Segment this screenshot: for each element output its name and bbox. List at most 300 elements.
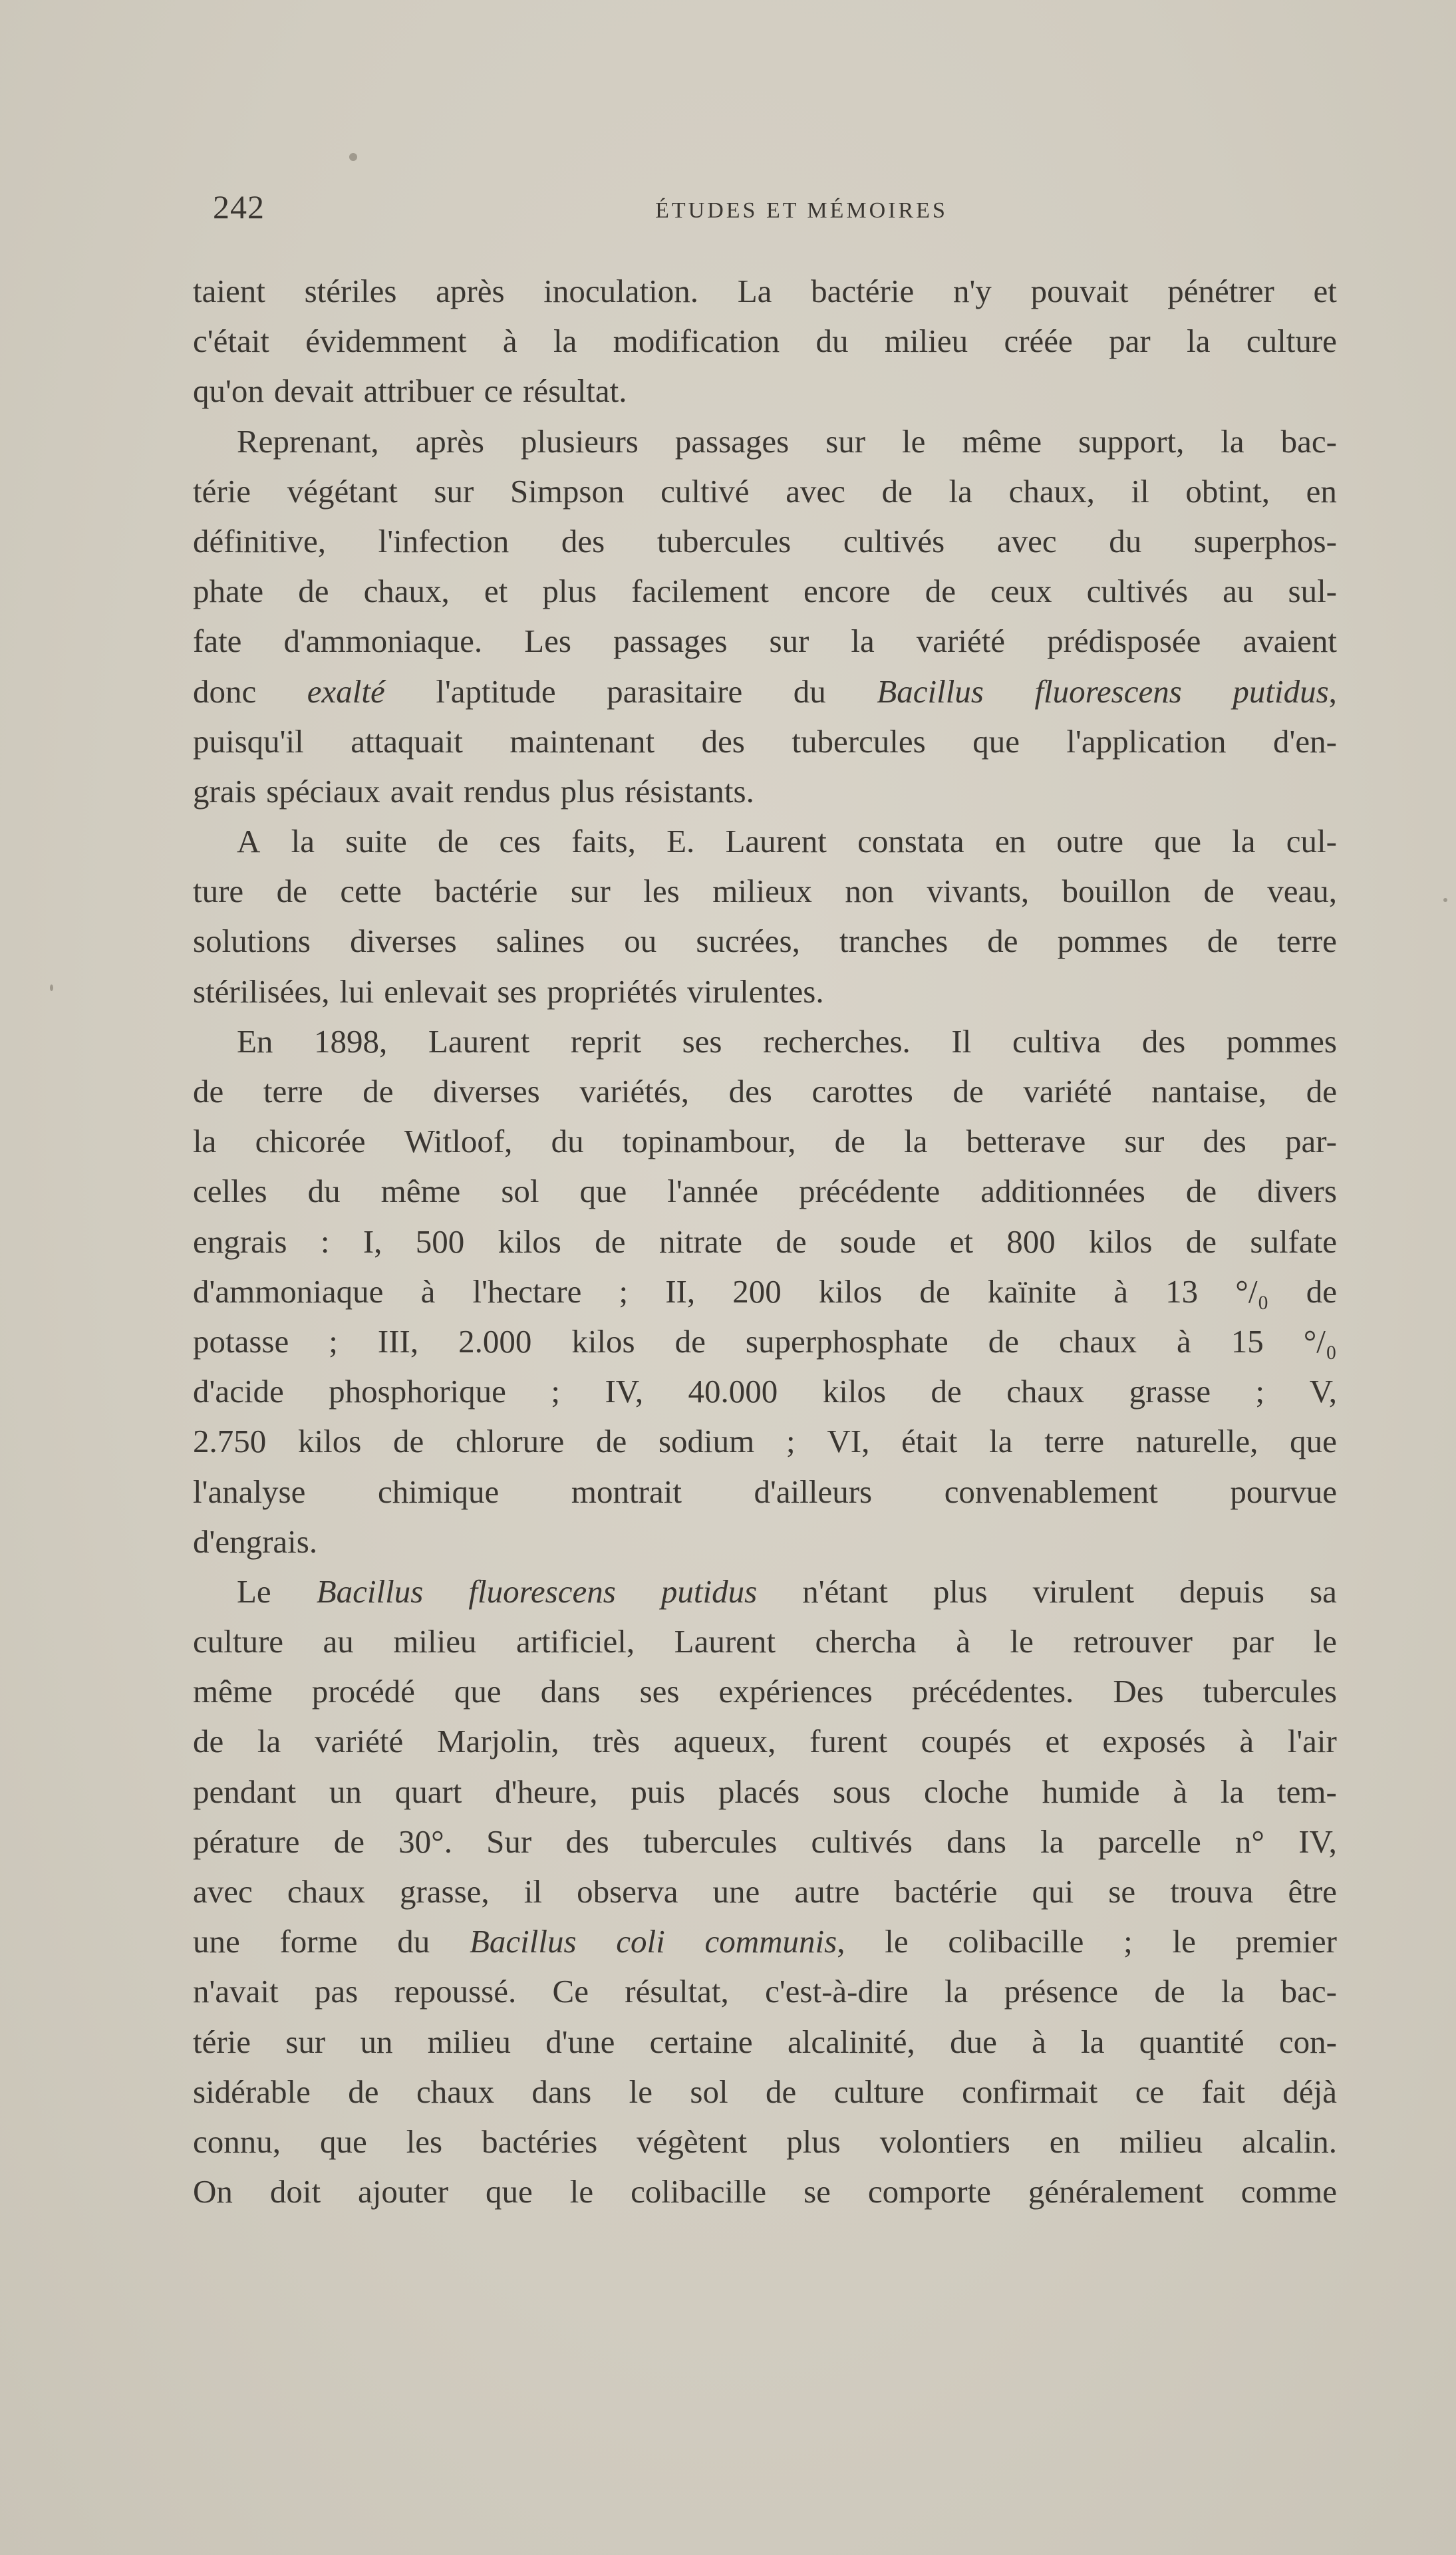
- word: de: [393, 1423, 424, 1460]
- word: suite: [345, 823, 407, 860]
- word: en: [1306, 472, 1337, 510]
- word: précédente: [799, 1173, 941, 1210]
- word: de: [193, 1073, 224, 1110]
- word: d'heure,: [495, 1773, 598, 1810]
- word: repoussé.: [394, 1973, 517, 2010]
- word: à: [502, 323, 517, 360]
- word: virulentes.: [687, 973, 824, 1010]
- paper-speck: [1443, 898, 1447, 902]
- word: plus: [542, 573, 597, 610]
- word: vivants,: [927, 873, 1030, 910]
- text-line: [193, 416, 1337, 466]
- word: inoculation.: [543, 273, 698, 309]
- word: terre: [1044, 1423, 1104, 1460]
- word: au: [323, 1623, 354, 1660]
- word: exalté: [307, 673, 385, 710]
- word: confirmait: [962, 2073, 1098, 2110]
- word: d'ammoniaque: [193, 1273, 384, 1310]
- word: déjà: [1282, 2073, 1337, 2110]
- word: constata: [857, 823, 964, 860]
- text-line: [193, 866, 1337, 916]
- word: l'aptitude: [436, 673, 556, 710]
- word: qu'on: [193, 373, 264, 410]
- word: expériences: [718, 1673, 873, 1710]
- word: grais: [193, 772, 257, 810]
- word: fluorescens: [1034, 673, 1182, 710]
- word: prédisposée: [1047, 623, 1201, 660]
- word: sur: [769, 623, 809, 660]
- word: obtint,: [1185, 472, 1270, 510]
- word: 2.750: [193, 1423, 267, 1460]
- word: bac-: [1280, 422, 1337, 460]
- word: betterave: [966, 1123, 1086, 1160]
- text-line: [193, 1467, 1337, 1517]
- word: au: [1223, 573, 1254, 610]
- paper-speck: [349, 153, 357, 161]
- word: de: [925, 573, 956, 610]
- text-line: [193, 1867, 1337, 1916]
- word: chlorure: [456, 1423, 565, 1460]
- word: carottes: [811, 1073, 913, 1110]
- word: cultivé: [660, 472, 750, 510]
- word: ;: [786, 1423, 796, 1460]
- word: se: [803, 2173, 831, 2210]
- word: en: [1049, 2123, 1080, 2160]
- word: passages: [613, 623, 728, 660]
- word: de: [776, 1223, 807, 1260]
- word: communis,: [704, 1923, 845, 1960]
- text-line: [193, 1217, 1337, 1267]
- word: cul-: [1286, 823, 1337, 860]
- word: chaux: [1006, 1373, 1085, 1410]
- word: alcalin.: [1242, 2123, 1337, 2160]
- word: en: [994, 823, 1026, 860]
- word: superphosphate: [745, 1322, 948, 1360]
- word: le: [629, 2073, 653, 2110]
- word: IV,: [1298, 1823, 1337, 1860]
- word: phate: [193, 573, 264, 610]
- word: des: [565, 1823, 609, 1860]
- word: que: [454, 1673, 502, 1710]
- word: bouillon: [1062, 873, 1171, 910]
- word: non: [845, 873, 894, 910]
- word: qui: [1032, 1873, 1074, 1910]
- word: Le: [237, 1573, 271, 1610]
- word: additionnées: [980, 1173, 1145, 1210]
- text-line: [193, 1517, 1337, 1567]
- word: milieu: [884, 323, 968, 360]
- word: 15: [1231, 1322, 1264, 1360]
- word: procédé: [311, 1673, 415, 1710]
- word: cultiva: [1012, 1022, 1101, 1060]
- word: du: [397, 1923, 430, 1960]
- word: dans: [946, 1823, 1006, 1860]
- word: ou: [624, 923, 657, 960]
- word: chaux,: [363, 573, 450, 610]
- word: encore: [803, 573, 891, 610]
- word: ;: [619, 1273, 629, 1310]
- word: de: [1185, 1223, 1217, 1260]
- word: du: [1109, 522, 1142, 559]
- word: veau,: [1267, 873, 1337, 910]
- word: généralement: [1028, 2173, 1204, 2210]
- word: colibacille: [631, 2173, 767, 2210]
- word: du: [307, 1173, 341, 1210]
- word: modification: [613, 323, 780, 360]
- word: plusieurs: [520, 422, 639, 460]
- word: milieu: [393, 1623, 477, 1660]
- word: kilos: [822, 1373, 887, 1410]
- word: sa: [1310, 1573, 1337, 1610]
- word: c'était: [193, 323, 269, 360]
- word: résultat.: [523, 373, 627, 410]
- word: c'est-à-dire: [765, 1973, 909, 2010]
- word: solutions: [193, 923, 311, 960]
- word: ce: [484, 373, 513, 410]
- word: convenablement: [944, 1473, 1158, 1510]
- text-line: [193, 1666, 1337, 1716]
- word: virulent: [1032, 1573, 1134, 1610]
- word: stérilisées,: [193, 973, 330, 1010]
- word: Ce: [552, 1973, 589, 2010]
- word: le: [902, 422, 926, 460]
- text-line: [193, 1966, 1337, 2016]
- word: par-: [1284, 1123, 1337, 1160]
- word: 13: [1165, 1273, 1199, 1310]
- word: sol: [690, 2073, 728, 2110]
- text-line: [193, 667, 1337, 716]
- word: du: [815, 323, 849, 360]
- word: à: [1239, 1723, 1254, 1760]
- word: très: [593, 1723, 641, 1760]
- text-line: [193, 466, 1337, 516]
- word: térie: [193, 2023, 251, 2060]
- word: depuis: [1179, 1573, 1264, 1610]
- word: dans: [540, 1673, 601, 1710]
- word: ceux: [990, 573, 1052, 610]
- word: et: [949, 1223, 973, 1260]
- word: la: [1187, 323, 1211, 360]
- word: forme: [279, 1923, 358, 1960]
- word: ;: [329, 1322, 338, 1360]
- word: Des: [1113, 1673, 1164, 1710]
- word: soude: [839, 1223, 917, 1260]
- word: support,: [1078, 422, 1185, 460]
- word: Witloof,: [404, 1123, 513, 1160]
- text-line: [193, 266, 1337, 316]
- word: bactérie: [434, 873, 538, 910]
- word: plus: [560, 772, 615, 810]
- word: n'avait: [193, 1973, 279, 2010]
- word: la: [904, 1123, 928, 1160]
- word: de: [348, 2073, 379, 2110]
- text-line: [193, 2017, 1337, 2067]
- word: °/₀: [1303, 1322, 1337, 1360]
- word: putidus: [660, 1573, 758, 1610]
- word: diverses: [433, 1073, 540, 1110]
- text-line: [193, 1767, 1337, 1817]
- text-line: [193, 1166, 1337, 1216]
- word: de: [193, 1723, 224, 1760]
- word: ture: [193, 873, 244, 910]
- word: attribuer: [363, 373, 474, 410]
- word: il: [523, 1873, 542, 1910]
- word: chaux: [1058, 1322, 1137, 1360]
- word: n'étant: [802, 1573, 888, 1610]
- word: avait: [390, 772, 454, 810]
- word: l'année: [667, 1173, 758, 1210]
- word: le: [1313, 1623, 1337, 1660]
- word: La: [737, 273, 772, 309]
- word: ses: [497, 973, 537, 1010]
- word: des: [1203, 1123, 1246, 1160]
- word: premier: [1235, 1923, 1337, 1960]
- word: variété: [1023, 1073, 1112, 1110]
- word: enlevait: [384, 973, 488, 1010]
- text-line: [193, 1316, 1337, 1366]
- word: végètent: [637, 2123, 748, 2160]
- word: la: [193, 1123, 217, 1160]
- text-line: [193, 1116, 1337, 1166]
- word: cultivés: [843, 522, 945, 559]
- word: due: [950, 2023, 997, 2060]
- word: kilos: [498, 1223, 561, 1260]
- word: une: [712, 1873, 760, 1910]
- word: ;: [551, 1373, 560, 1410]
- text-line: [193, 616, 1337, 666]
- word: de: [1207, 923, 1238, 960]
- word: à: [1032, 2023, 1046, 2060]
- word: variété: [314, 1723, 404, 1760]
- word: précédentes.: [911, 1673, 1074, 1710]
- word: parcelle: [1097, 1823, 1201, 1860]
- word: par: [1232, 1623, 1274, 1660]
- word: 800: [1006, 1223, 1056, 1260]
- word: de: [834, 1123, 865, 1160]
- word: spéciaux: [266, 772, 380, 810]
- word: Bacillus: [877, 673, 984, 710]
- word: du: [551, 1123, 584, 1160]
- word: 1898,: [314, 1022, 388, 1060]
- word: Simpson: [510, 472, 625, 510]
- word: avec: [786, 472, 845, 510]
- word: coupés: [921, 1723, 1012, 1760]
- word: autre: [794, 1873, 860, 1910]
- word: et: [484, 573, 508, 610]
- word: placés: [718, 1773, 800, 1810]
- word: à: [1176, 1322, 1191, 1360]
- word: divers: [1257, 1173, 1337, 1210]
- word: chercha: [815, 1623, 917, 1660]
- word: V,: [1309, 1373, 1337, 1410]
- word: volontiers: [879, 2123, 1010, 2160]
- word: de: [595, 1423, 627, 1460]
- text-line: [193, 366, 1337, 416]
- word: chicorée: [255, 1123, 366, 1160]
- word: la: [1221, 422, 1244, 460]
- word: fait: [1201, 2073, 1245, 2110]
- word: sul-: [1288, 573, 1337, 610]
- word: attaquait: [351, 722, 463, 760]
- text-line: [193, 566, 1337, 616]
- word: °/₀: [1235, 1273, 1269, 1310]
- word: de: [952, 1073, 984, 1110]
- word: résistants.: [625, 772, 754, 810]
- text-line: [193, 1016, 1337, 1066]
- word: recherches.: [763, 1022, 911, 1060]
- word: I,: [363, 1223, 382, 1260]
- word: bactéries: [482, 2123, 598, 2160]
- word: tubercules: [656, 522, 792, 559]
- word: de: [437, 823, 469, 860]
- word: doit: [269, 2173, 321, 2210]
- word: l'infection: [378, 522, 510, 559]
- word: l'air: [1287, 1723, 1337, 1760]
- text-line: [193, 1716, 1337, 1766]
- word: la: [1221, 1973, 1245, 2010]
- word: quantité: [1139, 2023, 1244, 2060]
- word: tubercules: [643, 1823, 778, 1860]
- word: E.: [666, 823, 695, 860]
- word: III,: [377, 1322, 419, 1360]
- word: la: [553, 323, 577, 360]
- word: certaine: [649, 2023, 753, 2060]
- word: 2.000: [458, 1322, 532, 1360]
- word: des: [701, 722, 745, 760]
- word: Bacillus: [316, 1573, 424, 1610]
- word: milieu: [427, 2023, 511, 2060]
- word: l'analyse: [193, 1473, 306, 1510]
- word: même: [193, 1673, 273, 1710]
- word: n'y: [952, 273, 992, 309]
- word: sous: [833, 1773, 891, 1810]
- paper-speck: [50, 984, 53, 991]
- word: la: [1081, 2023, 1105, 2060]
- word: les: [406, 2123, 443, 2160]
- word: aqueux,: [673, 1723, 776, 1760]
- text-line: [193, 1817, 1337, 1867]
- word: tem-: [1277, 1773, 1337, 1810]
- word: des: [728, 1073, 772, 1110]
- word: dans: [531, 2073, 592, 2110]
- word: lui: [339, 973, 374, 1010]
- word: culture: [193, 1623, 284, 1660]
- text-line: [193, 1416, 1337, 1466]
- page-header: [213, 188, 1337, 241]
- word: sucrées,: [696, 923, 800, 960]
- word: reprit: [570, 1022, 641, 1060]
- word: :: [320, 1223, 330, 1260]
- text-line: [193, 2117, 1337, 2167]
- word: milieux: [712, 873, 812, 910]
- word: était: [901, 1423, 958, 1460]
- word: furent: [809, 1723, 888, 1760]
- word: comme: [1240, 2173, 1337, 2210]
- word: de: [1306, 1073, 1337, 1110]
- word: puis: [631, 1773, 686, 1810]
- word: Reprenant,: [237, 422, 379, 460]
- word: grasse: [1129, 1373, 1211, 1410]
- word: engrais: [193, 1223, 287, 1260]
- word: comporte: [867, 2173, 991, 2210]
- word: à: [1173, 1773, 1188, 1810]
- word: ajouter: [358, 2173, 449, 2210]
- word: la: [1040, 1823, 1064, 1860]
- word: propriétés: [547, 973, 678, 1010]
- word: facilement: [631, 573, 769, 610]
- word: Les: [524, 623, 571, 660]
- word: pourvue: [1230, 1473, 1337, 1510]
- word: l'hectare: [472, 1273, 582, 1310]
- word: tubercules: [792, 722, 926, 760]
- text-line: [193, 967, 1337, 1016]
- word: con-: [1278, 2023, 1337, 2060]
- word: de: [298, 573, 329, 610]
- word: à: [1113, 1273, 1128, 1310]
- word: végétant: [287, 472, 398, 510]
- word: terre: [1277, 923, 1337, 960]
- word: de: [931, 1373, 962, 1410]
- word: l'application: [1066, 722, 1227, 760]
- page-number: 242: [213, 188, 265, 225]
- word: naturelle,: [1135, 1423, 1258, 1460]
- word: puisqu'il: [193, 722, 304, 760]
- text-line: [193, 316, 1337, 366]
- word: devait: [273, 373, 354, 410]
- word: le: [1172, 1923, 1196, 1960]
- word: 40.000: [688, 1373, 778, 1410]
- word: faits,: [571, 823, 636, 860]
- word: donc: [193, 673, 257, 710]
- word: créée: [1004, 323, 1073, 360]
- word: artificiel,: [515, 1623, 635, 1660]
- word: n°: [1235, 1823, 1265, 1860]
- word: ;: [1255, 1373, 1265, 1410]
- word: On: [193, 2173, 233, 2210]
- word: coli: [616, 1923, 665, 1960]
- word: bac-: [1280, 1973, 1337, 2010]
- word: cette: [340, 873, 402, 910]
- text-line: [193, 2167, 1337, 2216]
- text-line: [193, 766, 1337, 816]
- word: culture: [1246, 323, 1337, 360]
- word: sol: [501, 1173, 539, 1210]
- word: montrait: [571, 1473, 682, 1510]
- word: Bacillus: [469, 1923, 577, 1960]
- word: de: [1203, 873, 1235, 910]
- word: d'ailleurs: [754, 1473, 873, 1510]
- text-line: [193, 716, 1337, 766]
- word: d'engrais.: [193, 1523, 318, 1560]
- word: pendant: [193, 1773, 297, 1810]
- text-line: [193, 516, 1337, 566]
- word: térie: [193, 472, 251, 510]
- word: être: [1288, 1873, 1337, 1910]
- word: sur: [1124, 1123, 1165, 1160]
- word: de: [919, 1273, 950, 1310]
- text-line: [193, 1616, 1337, 1666]
- word: culture: [833, 2073, 925, 2110]
- word: il: [1131, 472, 1149, 510]
- word: chimique: [377, 1473, 500, 1510]
- word: de: [363, 1073, 394, 1110]
- word: sur: [434, 472, 474, 510]
- word: tranches: [839, 923, 948, 960]
- word: sodium: [658, 1423, 755, 1460]
- word: des: [1141, 1022, 1186, 1060]
- word: pénétrer: [1167, 273, 1274, 309]
- word: avec: [996, 522, 1057, 559]
